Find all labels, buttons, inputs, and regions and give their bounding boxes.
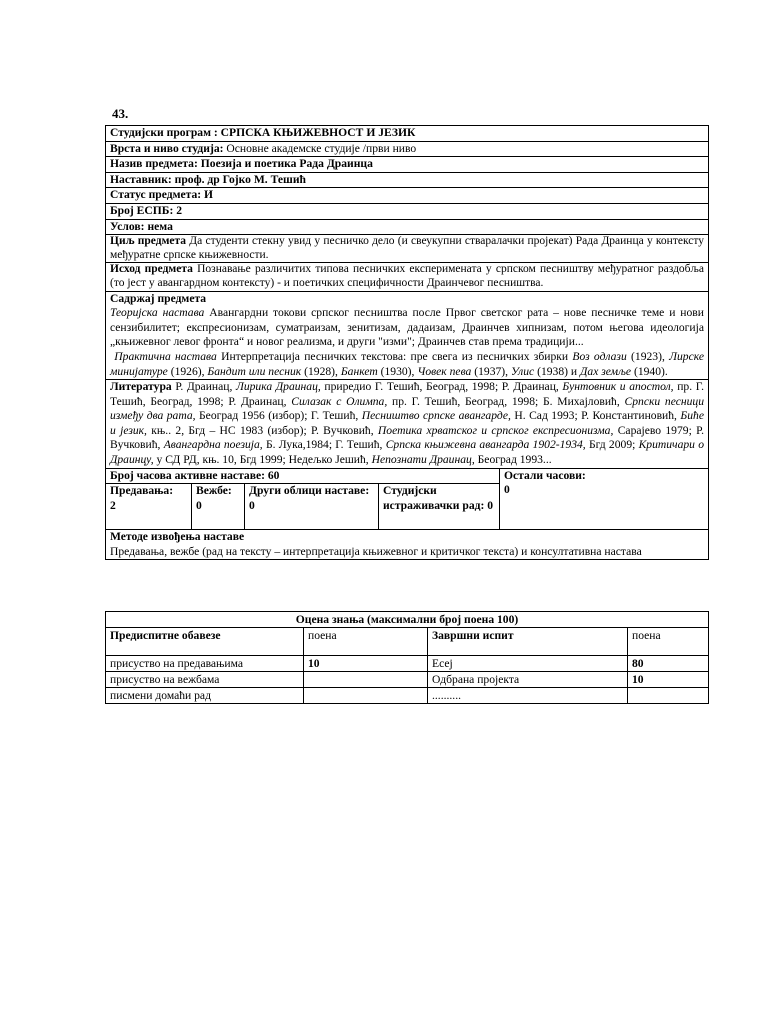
points-header: поена [304, 628, 428, 656]
grading-title-row [106, 612, 709, 628]
program-row [106, 126, 709, 142]
book-year: (1923), [631, 349, 665, 363]
outcome-label: Исход предмета [110, 263, 193, 276]
literature-title: Биће и језик, [110, 409, 704, 437]
book-title: Бандит или песник [207, 364, 302, 378]
other-hours-label: Остали часови: [504, 468, 586, 482]
literature-title: Бунтовник и апостол, [562, 380, 674, 394]
pre-exam-points [304, 688, 428, 704]
literature-text: пр. Г. Тешић, Београд, 1998; Б. Михајловић, [391, 394, 620, 408]
hours-header-row [106, 468, 709, 484]
other-hours-value: 0 [504, 483, 510, 497]
ects-value: 2 [176, 203, 183, 217]
exercises-value: 0 [196, 498, 202, 512]
literature-text: пр. Г. Тешић, Београд, 1998; Р. Драинац, [110, 380, 705, 408]
book-title: Воз одлази [572, 349, 627, 363]
course-spec-table [105, 125, 709, 560]
book-year: (1930), [380, 364, 415, 378]
theory-label: Теоријска настава [110, 306, 205, 320]
literature-row [106, 380, 709, 469]
book-year: (1937), [474, 364, 509, 378]
pre-exam-header: Предиспитне обавезе [106, 628, 304, 656]
literature-title: Силазак с Олимпа, [291, 394, 388, 408]
goal-row [106, 235, 709, 263]
research-cell [379, 484, 500, 530]
book-year: (1940). [633, 364, 668, 378]
lectures-cell [106, 484, 192, 530]
literature-text: Београд 1956 (избор); Г. Тешић, [199, 409, 359, 423]
other-forms-cell [245, 484, 379, 530]
literature-title: Авангардна поезија, [163, 438, 263, 452]
literature-text: Н. Сад 1993; Р. Константиновић, [514, 409, 677, 423]
final-exam-item: .......... [428, 688, 628, 704]
methods-text: Предавања, вежбе (рад на тексту – интерпретација књижевног и критичког текста) и консултативна настава [110, 544, 642, 558]
other-forms-label: Други облици наставе: [249, 484, 370, 498]
goal-text: Да студенти стекну увид у песничко дело (и свеукупни стваралачки пројекат) Рада Драинца у контексту међуратне српске књижевности. [110, 235, 704, 261]
status-value: И [204, 188, 214, 202]
page-number: 43. [112, 106, 129, 121]
course-value: Поезија и поетика Рада Драинца [200, 157, 373, 171]
grading-row [106, 672, 709, 688]
final-exam-header: Завршни испит [428, 628, 628, 656]
pre-exam-points [304, 672, 428, 688]
research-value: 0 [487, 498, 494, 512]
teacher-row [106, 172, 709, 188]
lectures-label: Предавања: [110, 484, 174, 498]
literature-text: Сарајево 1979; Р. Вучковић, [110, 423, 704, 452]
grading-row [106, 688, 709, 704]
literature-title: Српски песници између два рата, [110, 394, 705, 423]
literature-label: Литература [110, 380, 172, 394]
literature-title: Поетика хрватског и српског експресионизма, [377, 423, 614, 437]
literature-text: Р. Драинац, [175, 380, 233, 394]
book-title: Дах земље [580, 364, 632, 378]
level-row [106, 141, 709, 157]
grading-title: Оцена знања (максимални број поена 100) [106, 612, 709, 628]
final-exam-points: 80 [628, 656, 709, 672]
methods-label: Методе извођења наставе [110, 530, 245, 544]
final-exam-item: Есеј [428, 656, 628, 672]
literature-text: приредио Г. Тешић, Београд, 1998; Р. Драинац, [324, 380, 559, 394]
ects-row [106, 203, 709, 219]
points-header: поена [628, 628, 709, 656]
literature-title: Српска књижевна авангарда 1902-1934, [385, 438, 586, 452]
condition-row [106, 219, 709, 235]
teacher-value: проф. др Гојко М. Тешић [174, 172, 306, 186]
level-value: Основне академске студије /први ниво [226, 141, 417, 155]
book-year: (1928), [304, 364, 338, 378]
active-hours-label: Број часова активне наставе: 60 [106, 468, 500, 484]
condition-label: Услов: [110, 219, 145, 233]
book-title: Човек пева [417, 364, 472, 378]
literature-title: Критичари о Драинцу, [110, 438, 705, 467]
practice-text: Интерпретација песничких текстова: пре свега из песничких збирки [221, 349, 569, 363]
final-exam-item: Одбрана пројекта [428, 672, 628, 688]
course-label: Назив предмета: [110, 157, 198, 171]
program-value: СРПСКА КЊИЖЕВНОСТ И ЈЕЗИК [220, 126, 416, 139]
literature-text: Б. Лука,1984; Г. Тешић, [265, 438, 383, 452]
teacher-label: Наставник: [110, 172, 172, 186]
content-label: Садржај предмета [110, 291, 207, 305]
literature-title: Песништво српске авангарде, [361, 409, 511, 423]
grading-row [106, 656, 709, 672]
program-label: Студијски програм : [110, 126, 218, 139]
status-label: Статус предмета: [110, 188, 202, 202]
book-title: Улис [510, 364, 535, 378]
methods-row [106, 530, 709, 560]
literature-title: Непознати Драинац, [371, 453, 475, 467]
other-hours-cell [500, 468, 709, 530]
outcome-text: Познавање различитих типова песничких експеримената у српском песништву међуратног раздобља (то јест у авангардном контексту) - и поетичких специфичности Драинчевог песништва. [110, 263, 704, 289]
ects-label: Број ЕСПБ: [110, 203, 174, 217]
literature-title: Лирика Драинац, [235, 380, 321, 394]
literature-text: Београд 1993... [477, 453, 552, 467]
final-exam-points: 10 [628, 672, 709, 688]
book-year: (1926), [170, 364, 205, 378]
pre-exam-item: писмени домаћи рад [106, 688, 304, 704]
book-year: (1938) и [537, 364, 578, 378]
grading-header-row [106, 628, 709, 656]
exercises-label: Вежбе: [196, 484, 232, 498]
pre-exam-item: присуство на предавањима [106, 656, 304, 672]
practice-label: Практична настава [114, 349, 217, 363]
final-exam-points [628, 688, 709, 704]
book-title: Лирске минијатуре [110, 349, 705, 378]
outcome-row [106, 263, 709, 291]
research-label: Студијски истраживачки рад: [383, 484, 485, 512]
book-title: Банкет [340, 364, 378, 378]
grading-table [105, 611, 709, 704]
goal-label: Циљ предмета [110, 235, 187, 248]
lectures-value: 2 [110, 498, 116, 512]
theory-text: Авангардни токови српског песништва после Првог светског рата – нове песничке теме и нови сензибилитет; експресионизам, суматраизам, зенитизам, дадаизам, Драинчев хипнизам, потом његова идеологија „књижевног левог фронта“ и новог реализма, и други "изми"; Драинчев став према традицији... [110, 306, 704, 349]
other-forms-value: 0 [249, 498, 255, 512]
level-label: Врста и ниво студија: [110, 141, 224, 155]
literature-text: у СД РД, књ. 10, Бгд 1999; Недељко Јешић, [156, 453, 369, 467]
pre-exam-item: присуство на вежбама [106, 672, 304, 688]
course-row [106, 157, 709, 173]
condition-value: нема [147, 219, 173, 233]
literature-text: књ.. 2, Бгд – НС 1983 (избор); Р. Вучковић, [151, 423, 374, 437]
literature-text: Бгд 2009; [588, 438, 636, 452]
content-row [106, 291, 709, 380]
pre-exam-points: 10 [304, 656, 428, 672]
exercises-cell [192, 484, 245, 530]
status-row [106, 188, 709, 204]
